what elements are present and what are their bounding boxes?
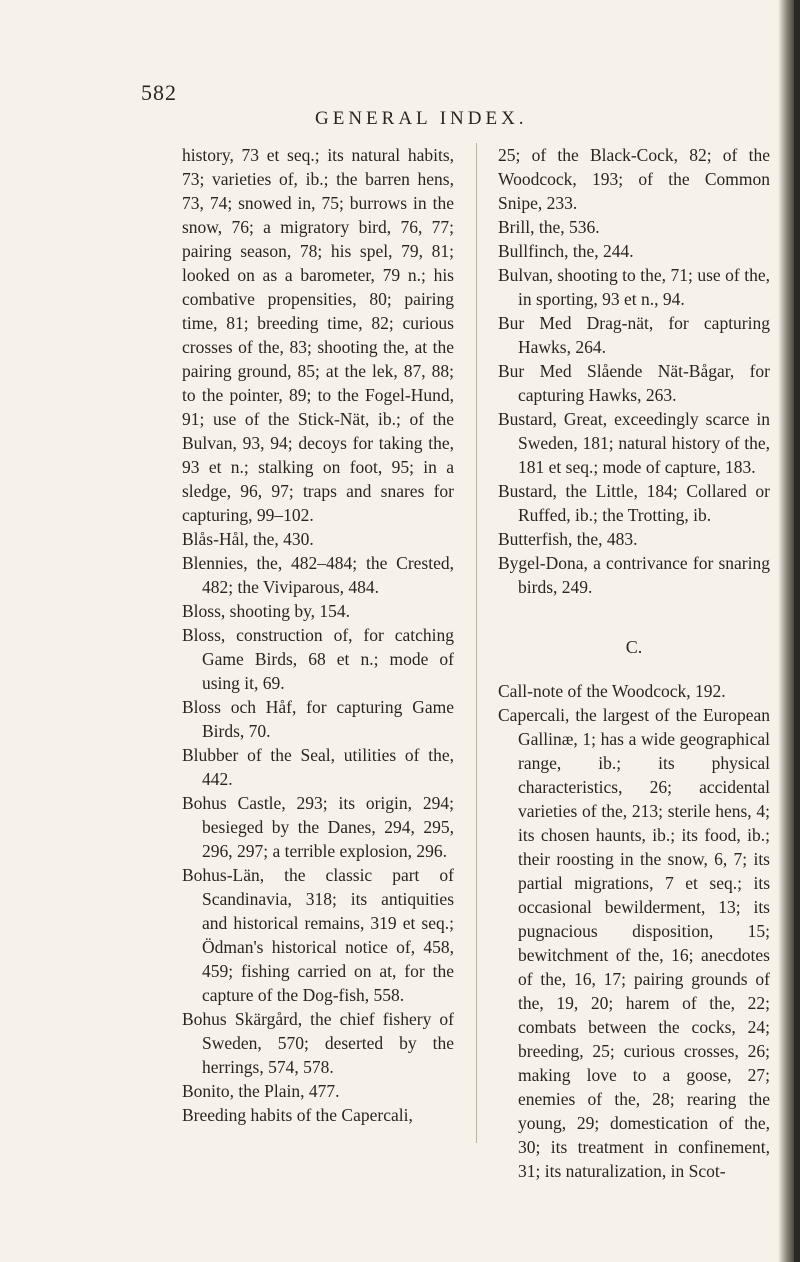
index-entry: Breeding habits of the Capercali, [182, 1105, 413, 1125]
index-entry: Bustard, Great, exceedingly scarce in Sweden, 181; natural history of the, 181 et seq.; mode of capture, 183. [498, 409, 770, 477]
section-letter: C. [625, 637, 643, 657]
index-entry: Bulvan, shooting to the, 71; use of the, in sporting, 93 et n., 94. [498, 265, 770, 309]
index-entry: Call-note of the Woodcock, 192. [498, 681, 726, 701]
index-entry: 25; of the Black-Cock, 82; of the Woodcock, 193; of the Common Snipe, 233. [498, 145, 770, 213]
index-entry: history, 73 et seq.; its natural habits, 73; varieties of, ib.; the barren hens, 73, 74; snowed in, 75; burrows in the snow, 76; a migratory bird, 76, 77; pairing season, 78; his spel, 79, 81; looked on as a barometer, 79 n.; his combative propensities, 80; pairing time, 81; breeding time, 82; curious crosses of the, 83; shooting the, at the pairing ground, 85; at the lek, 87, 88; to the pointer, 89; to the Fogel-Hund, 91; use of the Stick-Nät, ib.; of the Bulvan, 93, 94; decoys for taking the, 93 et n.; stalking on foot, 95; in a sledge, 96, 97; traps and snares for capturing, 99–102. [182, 145, 454, 525]
index-entry: Bloss och Håf, for capturing Game Birds, 70. [182, 697, 454, 741]
index-entry: Bohus Castle, 293; its origin, 294; besieged by the Danes, 294, 295, 296, 297; a terrible explosion, 296. [182, 793, 454, 861]
index-entry: Blubber of the Seal, utilities of the, 442. [182, 745, 454, 789]
index-entry: Butterfish, the, 483. [498, 529, 638, 549]
index-entry: Bohus-Län, the classic part of Scandinavia, 318; its antiquities and historical remains, 319 et seq.; Ödman's historical notice of, 458, 459; fishing carried on at, for the capture of the Dog-fish, 558. [182, 865, 454, 1005]
index-entry: Bonito, the Plain, 477. [182, 1081, 340, 1101]
index-entry: Blås-Hål, the, 430. [182, 529, 314, 549]
column-divider [476, 143, 477, 1143]
index-entry: Blennies, the, 482–484; the Crested, 482; the Viviparous, 484. [182, 553, 454, 597]
page-edge-strip [794, 0, 800, 1262]
index-entry: Bullfinch, the, 244. [498, 241, 634, 261]
page-number: 582 [141, 80, 177, 105]
index-entry: Bustard, the Little, 184; Collared or Ruffed, ib.; the Trotting, ib. [498, 481, 770, 525]
index-entry: Bloss, shooting by, 154. [182, 601, 351, 621]
index-entry: Capercali, the largest of the European Gallinæ, 1; has a wide geographical range, ib.; its physical characteristics, 26; accidental varieties of the, 213; sterile hens, 4; its chosen haunts, ib.; its food, ib.; their roosting in the snow, 6, 7; its partial migrations, 7 et seq.; its occasional bewilderment, 13; its pugnacious disposition, 15; bewitchment of the, 16; anecdotes of the, 16, 17; pairing grounds of the, 19, 20; harem of the, 22; combats between the cocks, 24; breeding, 25; curious crosses, 26; making love to a goose, 27; enemies of the, 28; rearing the young, 29; domestication of the, 30; its treatment in confinement, 31; its naturalization, in Scot- [498, 705, 770, 1181]
index-entry: Bohus Skärgård, the chief fishery of Sweden, 570; deserted by the herrings, 574, 578. [182, 1009, 454, 1077]
index-column-right [498, 143, 770, 1183]
running-head: GENERAL INDEX. [315, 108, 528, 129]
index-column-left [182, 143, 454, 1127]
index-entry: Bur Med Drag-nät, for capturing Hawks, 264. [498, 313, 770, 357]
index-entry: Bygel-Dona, a contrivance for snaring birds, 249. [498, 553, 770, 597]
index-entry: Brill, the, 536. [498, 217, 600, 237]
index-entry: Bloss, construction of, for catching Game Birds, 68 et n.; mode of using it, 69. [182, 625, 454, 693]
index-entry: Bur Med Slående Nät-Bågar, for capturing Hawks, 263. [498, 361, 770, 405]
